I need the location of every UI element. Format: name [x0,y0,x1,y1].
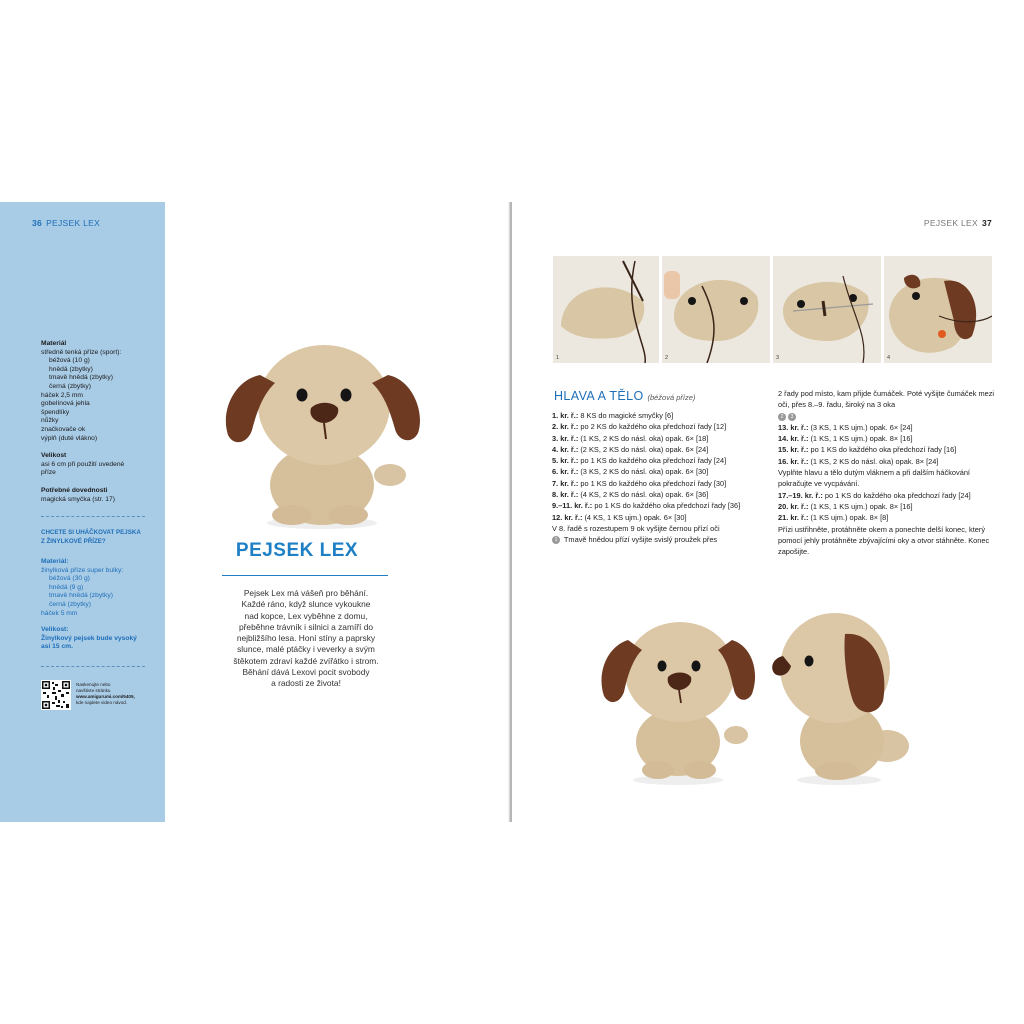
instruction-row [552,421,764,432]
story-line: a radosti ze života! [271,678,341,689]
row-text: 2 řady pod místo, kam přijde čumáček. Poté vyšijte čumáček mezi oči, přes 8.–9. řadu, široký na 3 oka [778,389,995,410]
row-text: Tmavě hnědou přízí vyšijte svislý proužek přes [562,535,718,545]
page-number: 36 [32,218,43,228]
alt-material-list [41,567,123,619]
list-line: gobelínová jehla [41,400,90,408]
row-label: 3. kr. ř.: [552,433,579,443]
instruction-row [552,512,764,523]
divider [41,516,145,517]
alt-question-line: Z ŽINYLKOVÉ PŘÍZE? [41,537,106,545]
instruction-row [552,444,764,455]
row-text: V 8. řadě s rozestupem 9 ok vyšijte černou přízí oči [552,523,720,533]
step-badge: 3 [788,413,796,421]
instruction-row [552,478,764,489]
row-label: 13. kr. ř.: [778,422,809,432]
row-text: (4 KS, 2 KS do násl. oka) opak. 6× [36] [578,490,709,500]
skills-block [41,487,115,504]
right-page [512,202,1024,822]
qr-code-icon[interactable] [41,680,71,710]
row-label: 9.–11. kr. ř.: [552,501,593,511]
alt-size-heading: Velikost: [41,626,69,633]
instruction-row [552,523,764,534]
story-line: slunce, malé ptáčky i veverky a svým [237,644,375,655]
step-photo-4 [884,256,992,363]
left-folio [32,218,100,228]
row-text: (1 KS, 2 KS do násl. oka) opak. 6× [18] [578,433,709,443]
alt-question [41,529,141,546]
instruction-row [778,388,1000,411]
story-line: přeběhne trávník i silnici a zamíří do [238,621,374,632]
instruction-row [778,422,1000,433]
row-text: (4 KS, 1 KS ujm.) opak. 6× [30] [582,512,687,522]
row-text: po 2 KS do každého oka předchozí řady [12] [578,422,727,432]
list-line: žinylková příze super bulky: [41,566,124,574]
instruction-row [778,444,1000,455]
row-label: 8. kr. ř.: [552,490,579,500]
row-label: 17.–19. kr. ř.: [778,490,823,500]
alt-question-line: CHCETE SI UHÁČKOVAT PEJSKA [41,529,141,536]
story-line: nad kopce, Lex vyběhne z domu, [244,610,368,621]
story-line: Každé ráno, když slunce vykoukne [241,599,371,610]
story-line: štěkotem zdraví každé zvířátko i strom. [233,655,379,666]
skills-heading: Potřebné dovednosti [41,487,108,494]
material-block [41,340,121,443]
step-photo-2 [662,256,770,363]
story-line: Běhání dává Lexovi pocit svobody [242,667,370,678]
row-text: (1 KS, 2 KS do násl. oka) opak. 8× [24] [808,456,939,466]
materials-sidebar [0,202,165,822]
row-text: (1 KS, 1 KS ujm.) opak. 8× [16] [808,434,913,444]
instruction-row [778,433,1000,444]
qr-caption-line: Naskenujte nebo [76,682,111,687]
step-photo-1 [553,256,659,363]
instruction-row [552,500,764,511]
instruction-row [778,467,1000,490]
row-label: 15. kr. ř.: [778,445,809,455]
list-line: výplň (duté vlákno) [41,434,98,442]
list-line: středně tenká příze (sport): [41,348,122,356]
qr-caption-line: kde najdete video návod. [76,700,128,705]
step-number: 4 [887,355,891,361]
list-line: tmavě hnědá (zbytky) [49,374,113,382]
instructions-column-1 [552,410,764,546]
instruction-row [778,411,1000,422]
step-photo-3 [773,256,881,363]
story-line: Pejsek Lex má vášeň pro běhání. [243,588,369,598]
alt-size-line: asi 15 cm. [41,643,73,651]
row-text: po 1 KS do každého oka předchozí řady [36] [592,501,741,511]
row-text: (3 KS, 1 KS ujm.) opak. 6× [24] [808,422,913,432]
row-label: 4. kr. ř.: [552,444,579,454]
row-text: po 1 KS do každého oka předchozí řady [30] [578,478,727,488]
list-line: béžová (30 g) [49,575,90,583]
divider [41,666,145,667]
story-line: nejbližšího lesa. Honí stíny a paprsky [236,633,376,644]
alt-material-heading: Materiál: [41,558,69,565]
material-list [41,349,121,444]
instruction-row [552,410,764,421]
row-text: Přízi ustřihněte, protáhněte okem a ponechte delší konec, který pomocí jehly protáhněte zbývajícími oky a otvor stáhněte. Konec zapošijte. [778,524,990,557]
alt-size-line: Žinylkový pejsek bude vysoký [41,634,137,642]
skills-line: magická smyčka (str. 17) [41,495,115,503]
row-label: 7. kr. ř.: [552,478,579,488]
list-line: hnědá (9 g) [49,583,84,591]
row-text: (1 KS, 1 KS ujm.) opak. 8× [16] [808,501,913,511]
list-line: špendlíky [41,408,70,416]
row-label: 16. kr. ř.: [778,456,809,466]
row-text: po 1 KS do každého oka předchozí řady [16] [808,445,957,455]
instruction-row [552,433,764,444]
row-text: (3 KS, 2 KS do násl. oka) opak. 6× [30] [578,467,709,477]
step-badge: 2 [778,413,786,421]
row-text: po 1 KS do každého oka předchozí řady [24] [822,490,971,500]
size-block [41,452,124,478]
step-number: 2 [665,355,669,361]
qr-caption-line: navštivte stránku [76,688,111,693]
left-page [0,202,512,822]
list-line: značkovače ok [41,425,86,433]
section-title: HLAVA A TĚLO [554,389,644,403]
size-line: příze [41,469,56,477]
list-line: černá (zbytky) [49,600,91,608]
instruction-row [552,455,764,466]
row-label: 14. kr. ř.: [778,434,809,444]
row-label: 5. kr. ř.: [552,456,579,466]
row-label: 12. kr. ř.: [552,512,583,522]
pattern-story [220,588,392,690]
row-text: (1 KS ujm.) opak. 8× [8] [808,513,889,523]
pattern-title: PEJSEK LEX [235,540,359,561]
row-label: 21. kr. ř.: [778,513,809,523]
row-text: 8 KS do magické smyčky [6] [578,411,674,420]
alt-size-block [41,626,137,652]
row-label: 1. kr. ř.: [552,411,579,420]
list-line: háček 2,5 mm [41,391,83,399]
row-text: po 1 KS do každého oka předchozí řady [24] [578,456,727,466]
row-text: Vyplňte hlavu a tělo dutým vláknem a při dalším háčkování pokračujte ve vycpávání. [778,468,970,489]
row-label: 6. kr. ř.: [552,467,579,477]
section-heading [554,389,695,403]
list-line: tmavě hnědá (zbytky) [49,592,113,600]
list-line: háček 5 mm [41,609,78,617]
running-title: PEJSEK LEX [46,218,101,228]
instruction-row [552,489,764,500]
running-title: PEJSEK LEX [923,218,978,228]
row-label: 2. kr. ř.: [552,422,579,432]
instruction-row [778,524,1000,558]
qr-caption [76,682,156,706]
row-label: 20. kr. ř.: [778,501,809,511]
step-number: 3 [776,355,780,361]
instruction-row [552,534,764,545]
instruction-row [778,490,1000,501]
section-subtitle: (béžová příze) [647,393,696,402]
dog-photo-front [220,335,425,530]
right-folio [924,218,992,228]
step-number: 1 [556,355,560,361]
step-badge: 1 [552,536,560,544]
size-line: asi 6 cm při použití uvedené [41,460,125,468]
alt-material-block [41,558,123,618]
material-heading: Materiál [41,340,67,347]
list-line: černá (zbytky) [49,382,91,390]
qr-caption-link[interactable]: www.amigurumi.com/5405, [76,694,135,699]
instruction-row [778,456,1000,467]
list-line: hnědá (zbytky) [49,365,93,373]
title-underline [222,575,388,576]
size-heading: Velikost [41,452,67,459]
page-number: 37 [981,218,992,228]
row-text: (2 KS, 2 KS do násl. oka) opak. 6× [24] [578,444,709,454]
book-spread [0,202,1024,822]
list-line: nůžky [41,417,59,425]
instruction-row [552,466,764,477]
dog-photo-front-small [596,610,756,786]
instructions-column-2 [778,388,1000,557]
list-line: béžová (10 g) [49,357,90,365]
instruction-row [778,501,1000,512]
instruction-row [778,512,1000,523]
dog-photo-side [767,606,912,786]
